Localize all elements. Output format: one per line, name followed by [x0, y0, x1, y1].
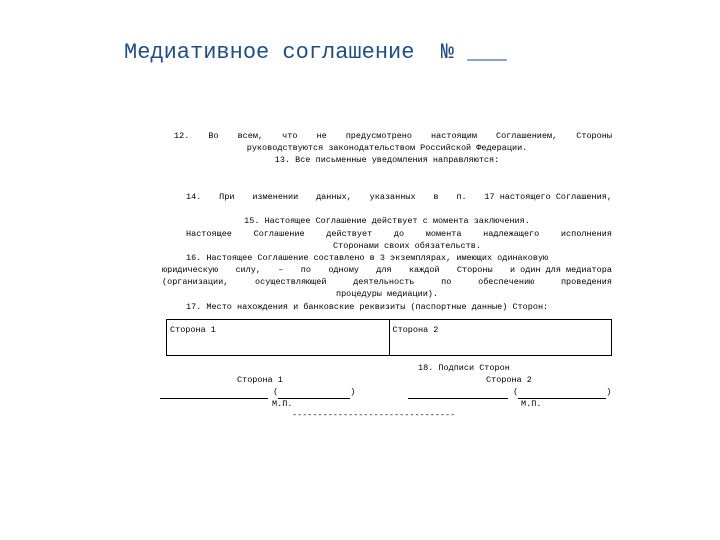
clause-15-line-1: 15. Настоящее Соглашение действует с момента заключения.: [244, 216, 530, 227]
party-2-signature-blank: [408, 386, 508, 399]
document-body: [162, 130, 612, 313]
clause-14-line-2: [162, 203, 612, 215]
clause-16-line-4: процедуры медиации).: [335, 289, 439, 300]
clause-13-side-1: [162, 167, 612, 179]
party-2-stamp-label: М.П.: [521, 399, 542, 409]
party-2-label: Сторона 2: [486, 375, 532, 385]
party-1-stamp-label: М.П.: [272, 399, 293, 409]
clause-15-line-3: Сторонами своих обязательств.: [333, 240, 481, 251]
clause-16-line-2: юридическую силу, – по одному для каждой Стороны и один для медиатора: [162, 265, 612, 276]
clause-14-line-1: 14. При изменении данных, указанных в п. 17 настоящего Соглашения,: [186, 191, 612, 202]
parties-details-table: [166, 319, 612, 356]
divider-line: --------------------------------: [292, 410, 456, 420]
signatures-heading: 18. Подписи Сторон: [418, 363, 510, 373]
clause-12-line-1: 12. Во всем, что не предусмотрено настоящим Соглашением, Стороны: [174, 131, 612, 141]
clause-16-line-3: (организации, осуществляющей деятельность по обеспечению проведения: [162, 277, 612, 288]
party-1-signature-line: ( ): [160, 386, 355, 399]
document-title: Медиативное соглашение № ___: [124, 40, 507, 65]
party-1-signature-blank: [160, 386, 268, 399]
clause-17-heading: 17. Место нахождения и банковские реквизиты (паспортные данные) Сторон:: [186, 301, 549, 312]
party-1-label: Сторона 1: [237, 375, 283, 385]
clause-13-side-2: [162, 179, 612, 191]
clause-15-line-2: Настоящее Соглашение действует до момента надлежащего исполнения: [186, 228, 612, 239]
party-2-details-cell: Сторона 2: [389, 320, 612, 355]
clause-16-line-1: 16. Настоящее Соглашение составлено в 3 экземплярах, имеющих одинаковую: [186, 252, 549, 263]
clause-13-heading: 13. Все письменные уведомления направляются:: [274, 155, 500, 166]
party-2-signature-line: ( ): [408, 386, 611, 399]
party-1-details-cell: Сторона 1: [170, 325, 216, 335]
clause-12-line-2: руководствуются законодательством Российской Федерации.: [246, 143, 528, 154]
